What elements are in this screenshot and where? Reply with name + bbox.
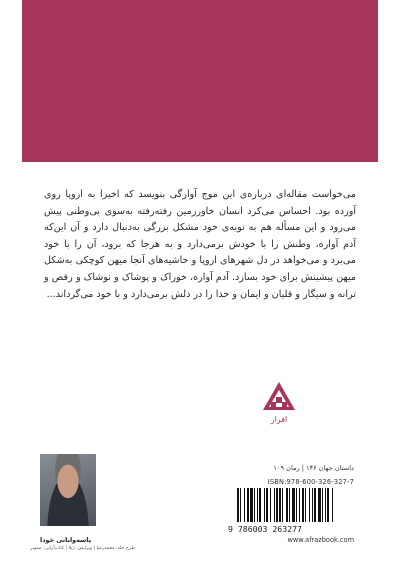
barcode-bar bbox=[322, 488, 323, 522]
barcode-bar bbox=[332, 488, 333, 522]
barcode-bar bbox=[299, 488, 300, 522]
logo-text: افراز bbox=[270, 415, 288, 424]
barcode-icon bbox=[236, 488, 356, 522]
barcode-bar bbox=[296, 488, 297, 522]
isbn-text: ISBN:978-600-326-327-7 bbox=[267, 478, 354, 486]
barcode-bar bbox=[318, 488, 321, 522]
barcode-bar bbox=[247, 488, 249, 522]
barcode-bar bbox=[279, 488, 281, 522]
cover-color-band bbox=[22, 0, 378, 162]
barcode-bar bbox=[286, 488, 288, 522]
barcode-bar bbox=[237, 488, 239, 522]
barcode-bar bbox=[254, 488, 255, 522]
afraz-publisher-logo-icon bbox=[262, 380, 296, 428]
barcode-bar bbox=[312, 488, 313, 522]
credits-line: طرح جلد: محمدرضا | ویرایش: ژیلا | کتاب‌آرایی: صنوبر bbox=[30, 546, 135, 551]
barcode-bar bbox=[244, 488, 245, 522]
barcode-bar bbox=[257, 488, 258, 522]
series-info: داستان جهان ۱۴۶ | رمان ۱۰۹ bbox=[273, 464, 354, 472]
barcode-bar bbox=[250, 488, 253, 522]
barcode-bar bbox=[309, 488, 310, 522]
website-url: www.afrazbook.com bbox=[287, 536, 354, 544]
back-cover-blurb bbox=[44, 187, 356, 303]
barcode-bar bbox=[274, 488, 275, 522]
barcode-bar bbox=[289, 488, 290, 522]
barcode-bar bbox=[282, 488, 283, 522]
barcode-bar bbox=[305, 488, 306, 522]
barcode-bar bbox=[240, 488, 241, 522]
barcode-digits: 9 786003 263277 bbox=[228, 524, 302, 534]
barcode-bar bbox=[327, 488, 329, 522]
barcode-bar bbox=[314, 488, 316, 522]
barcode-bar bbox=[259, 488, 261, 522]
barcode-bar bbox=[325, 488, 326, 522]
author-photo bbox=[40, 454, 96, 526]
blurb-paragraph: می‌خواست مقاله‌ای درباره‌ی این موج آوارگی بنویسد که اخیرا به اروپا روی آورده بود. احساس می‌کرد انسان خاورزمین رفته‌رفته به‌سوی بی‌وطنی پیش می‌رود و این مسأله هم به نوبه‌ی خود مشکل بزرگی به‌دنبال دارد و آن این‌که آدم آواره، وطنش را با خودش برمی‌دارد و به هرجا که برود، آن را با خود می‌برد و می‌خواهد در دل شهرهای اروپا و حاشیه‌های آنجا میهن کوچکی به‌شکل میهن پیشینش برای خود بسازد. آدم آواره، خوراک و پوشاک و نوشاک و رقص و ترانه و سیگار و قلیان و ایمان و خدا را در دلش برمی‌دارد و با خود می‌گرداند... bbox=[44, 189, 356, 300]
barcode-bar bbox=[276, 488, 278, 522]
barcode-bar bbox=[302, 488, 304, 522]
barcode-bar bbox=[270, 488, 271, 522]
author-name: پاسه‌وانانی خودا bbox=[40, 536, 92, 544]
barcode-bar bbox=[264, 488, 265, 522]
barcode-bar bbox=[292, 488, 295, 522]
barcode-bar bbox=[266, 488, 268, 522]
